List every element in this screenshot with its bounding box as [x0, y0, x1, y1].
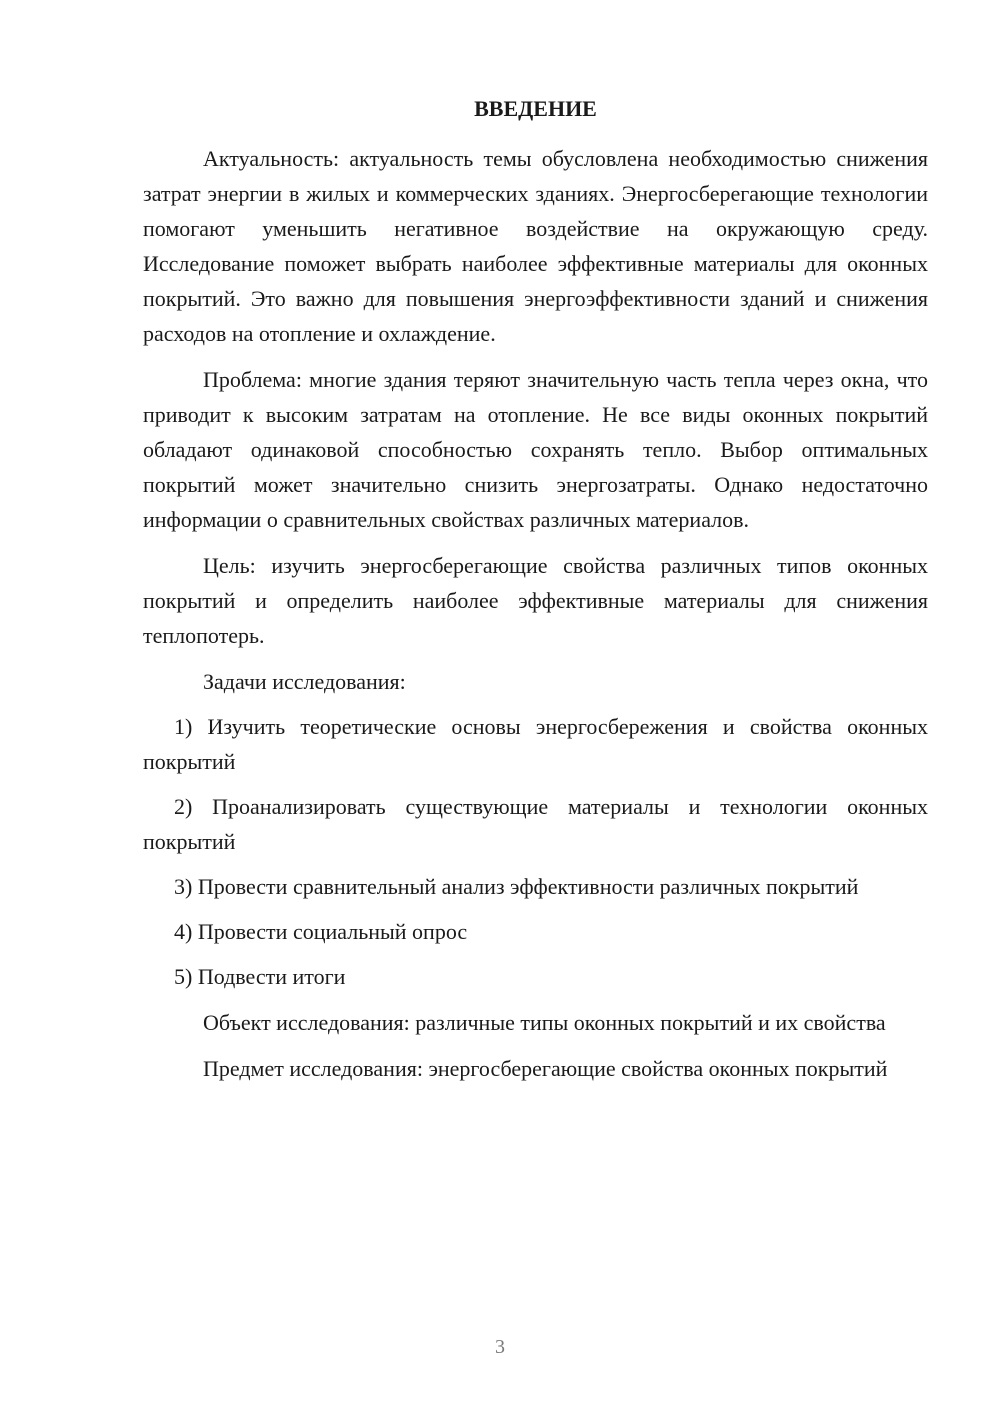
object-paragraph: Объект исследования: различные типы оконных покрытий и их свойства	[203, 1010, 886, 1035]
relevance-paragraph: Актуальность: актуальность темы обусловлена необходимостью снижения затрат энергии в жилых и коммерческих зданиях. Энергосберегающие технологии помогают уменьшить негативное воздействие на окружающую среду. Исследование поможет выбрать наиболее эффективные материалы для оконных покрытий. Это важно для повышения энергоэффективности зданий и снижения расходов на отопление и охлаждение.	[143, 146, 928, 346]
task-number: 5)	[174, 964, 193, 989]
task-text: Провести социальный опрос	[197, 919, 468, 944]
page-number: 3	[495, 1336, 505, 1358]
task-list-item	[143, 914, 928, 949]
document-page	[143, 94, 928, 1086]
task-number: 1)	[174, 714, 193, 739]
subject-paragraph: Предмет исследования: энергосберегающие свойства оконных покрытий	[203, 1056, 888, 1081]
task-list-item	[143, 789, 928, 859]
task-number: 3)	[174, 874, 193, 899]
page-title: ВВЕДЕНИЕ	[474, 96, 597, 121]
task-list-item	[143, 709, 928, 779]
task-list-item	[143, 959, 928, 994]
task-number: 4)	[174, 919, 193, 944]
task-text: Изучить теоретические основы энергосбережения и свойства оконных покрытий	[143, 714, 928, 774]
goal-paragraph: Цель: изучить энергосберегающие свойства различных типов оконных покрытий и определить наиболее эффективные материалы для снижения теплопотерь.	[143, 553, 928, 648]
task-text: Подвести итоги	[197, 964, 346, 989]
task-text: Провести сравнительный анализ эффективности различных покрытий	[197, 874, 859, 899]
task-number: 2)	[174, 794, 193, 819]
tasks-heading: Задачи исследования:	[203, 669, 406, 694]
task-text: Проанализировать существующие материалы и технологии оконных покрытий	[143, 794, 929, 854]
problem-paragraph: Проблема: многие здания теряют значительную часть тепла через окна, что приводит к высоким затратам на отопление. Не все виды оконных покрытий обладают одинаковой способностью сохранять тепло. Выбор оптимальных покрытий может значительно снизить энергозатраты. Однако недостаточно информации о сравнительных свойствах различных материалов.	[143, 367, 928, 532]
task-list-item	[143, 869, 928, 904]
